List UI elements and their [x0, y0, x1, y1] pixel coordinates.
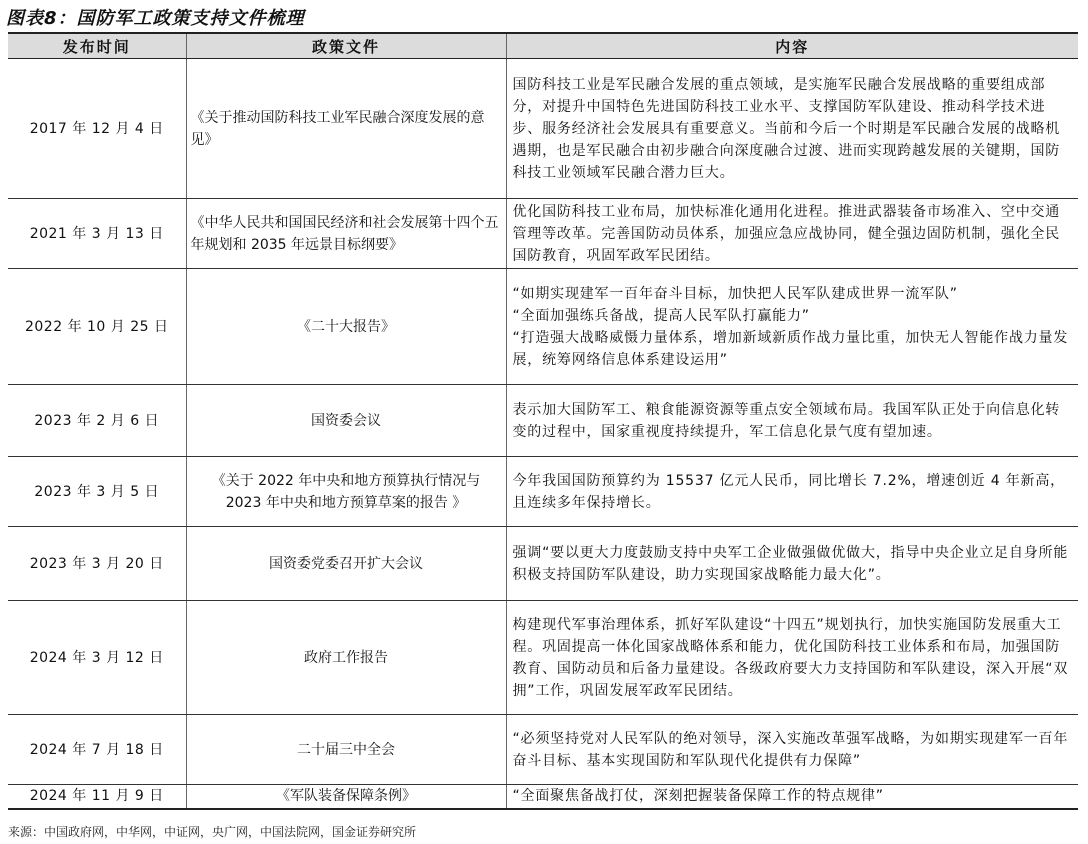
policy-table-wrapper	[8, 32, 1078, 810]
row-content	[506, 785, 1078, 809]
row-document: 《关于 2022 年中央和地方预算执行情况与 2023 年中央和地方预算草案的报告 》	[186, 457, 506, 527]
table-row	[8, 385, 1078, 457]
row-document: 国资委会议	[186, 385, 506, 457]
content-line: 今年我国国防预算约为 15537 亿元人民币，同比增长 7.2%，增速创近 4 年新高，且连续多年保持增长。	[512, 472, 1065, 511]
content-line: “全面聚焦备战打仗，深刻把握装备保障工作的特点规律”	[512, 788, 884, 805]
content-line: 构建现代军事治理体系，抓好军队建设“十四五”规划执行，加快实施国防发展重大工程。巩固提高一体化国家战略体系和能力，优化国防科技工业体系和布局，加强国防教育、国防动员和后备力量建设。各级政府要大力支持国防和军队建设，深入开展“双拥”工作，巩固发展军政军民团结。	[512, 616, 1069, 699]
row-date: 2023 年 2 月 6 日	[8, 385, 186, 457]
content-line: 国防科技工业是军民融合发展的重点领域，是实施军民融合发展战略的重要组成部分，对提升中国特色先进国防科技工业水平、支撑国防军队建设、推动科学技术进步、服务经济社会发展具有重要意义。当前和今后一个时期是军民融合发展的战略机遇期，也是军民融合由初步融合向深度融合过渡、进而实现跨越发展的关键期，国防科技工业领域军民融合潜力巨大。	[512, 76, 1061, 181]
row-content	[506, 199, 1078, 269]
table-row	[8, 785, 1078, 809]
row-date: 2023 年 3 月 5 日	[8, 457, 186, 527]
figure-title: 图表8：国防军工政策支持文件梳理	[6, 8, 305, 29]
row-document: 《关于推动国防科技工业军民融合深度发展的意见》	[186, 59, 506, 199]
header-document: 政策文件	[186, 33, 506, 59]
row-date: 2024 年 11 月 9 日	[8, 785, 186, 809]
table-row	[8, 457, 1078, 527]
table-row	[8, 269, 1078, 385]
row-date: 2024 年 7 月 18 日	[8, 715, 186, 785]
row-content	[506, 59, 1078, 199]
table-row	[8, 601, 1078, 715]
row-date: 2022 年 10 月 25 日	[8, 269, 186, 385]
table-row	[8, 199, 1078, 269]
content-line: “打造强大战略威慑力量体系，增加新域新质作战力量比重，加快无人智能作战力量发	[512, 329, 1069, 346]
row-content	[506, 527, 1078, 601]
table-header-row	[8, 33, 1078, 59]
content-line: “如期实现建军一百年奋斗目标，加快把人民军队建成世界一流军队”	[512, 285, 958, 302]
row-document: 《军队装备保障条例》	[186, 785, 506, 809]
content-line: 强调“要以更大力度鼓励支持中央军工企业做强做优做大，指导中央企业立足自身所能积极支持国防军队建设，助力实现国家战略能力最大化”。	[512, 544, 1069, 583]
row-content	[506, 385, 1078, 457]
content-line: “必须坚持党对人民军队的绝对领导，深入实施改革强军战略，为如期实现建军一百年	[512, 730, 1069, 747]
row-content	[506, 457, 1078, 527]
row-content	[506, 269, 1078, 385]
header-content: 内容	[506, 33, 1078, 59]
table-row	[8, 715, 1078, 785]
content-line: 奋斗目标、基本实现国防和军队现代化提供有力保障”	[512, 752, 861, 769]
row-date: 2024 年 3 月 12 日	[8, 601, 186, 715]
content-line: 表示加大国防军工、粮食能源资源等重点安全领域布局。我国军队正处于向信息化转变的过程中，国家重视度持续提升，军工信息化景气度有望加速。	[512, 401, 1061, 440]
policy-table	[8, 32, 1078, 810]
row-content	[506, 601, 1078, 715]
header-date: 发布时间	[8, 33, 186, 59]
row-document: 政府工作报告	[186, 601, 506, 715]
table-row	[8, 59, 1078, 199]
source-note: 来源：中国政府网，中华网，中证网，央广网，中国法院网，国金证券研究所	[8, 825, 417, 839]
table-row	[8, 527, 1078, 601]
row-document: 国资委党委召开扩大会议	[186, 527, 506, 601]
row-document: 二十届三中全会	[186, 715, 506, 785]
content-line: “全面加强练兵备战，提高人民军队打赢能力”	[512, 307, 810, 324]
row-document: 《二十大报告》	[186, 269, 506, 385]
row-content	[506, 715, 1078, 785]
row-document: 《中华人民共和国国民经济和社会发展第十四个五年规划和 2035 年远景目标纲要》	[186, 199, 506, 269]
row-date: 2023 年 3 月 20 日	[8, 527, 186, 601]
row-date: 2017 年 12 月 4 日	[8, 59, 186, 199]
content-line: 展，统筹网络信息体系建设运用”	[512, 351, 728, 368]
row-date: 2021 年 3 月 13 日	[8, 199, 186, 269]
content-line: 优化国防科技工业布局，加快标准化通用化进程。推进武器装备市场准入、空中交通管理等改革。完善国防动员体系，加强应急应战协同，健全强边固防机制，强化全民国防教育，巩固军政军民团结。	[512, 203, 1061, 264]
